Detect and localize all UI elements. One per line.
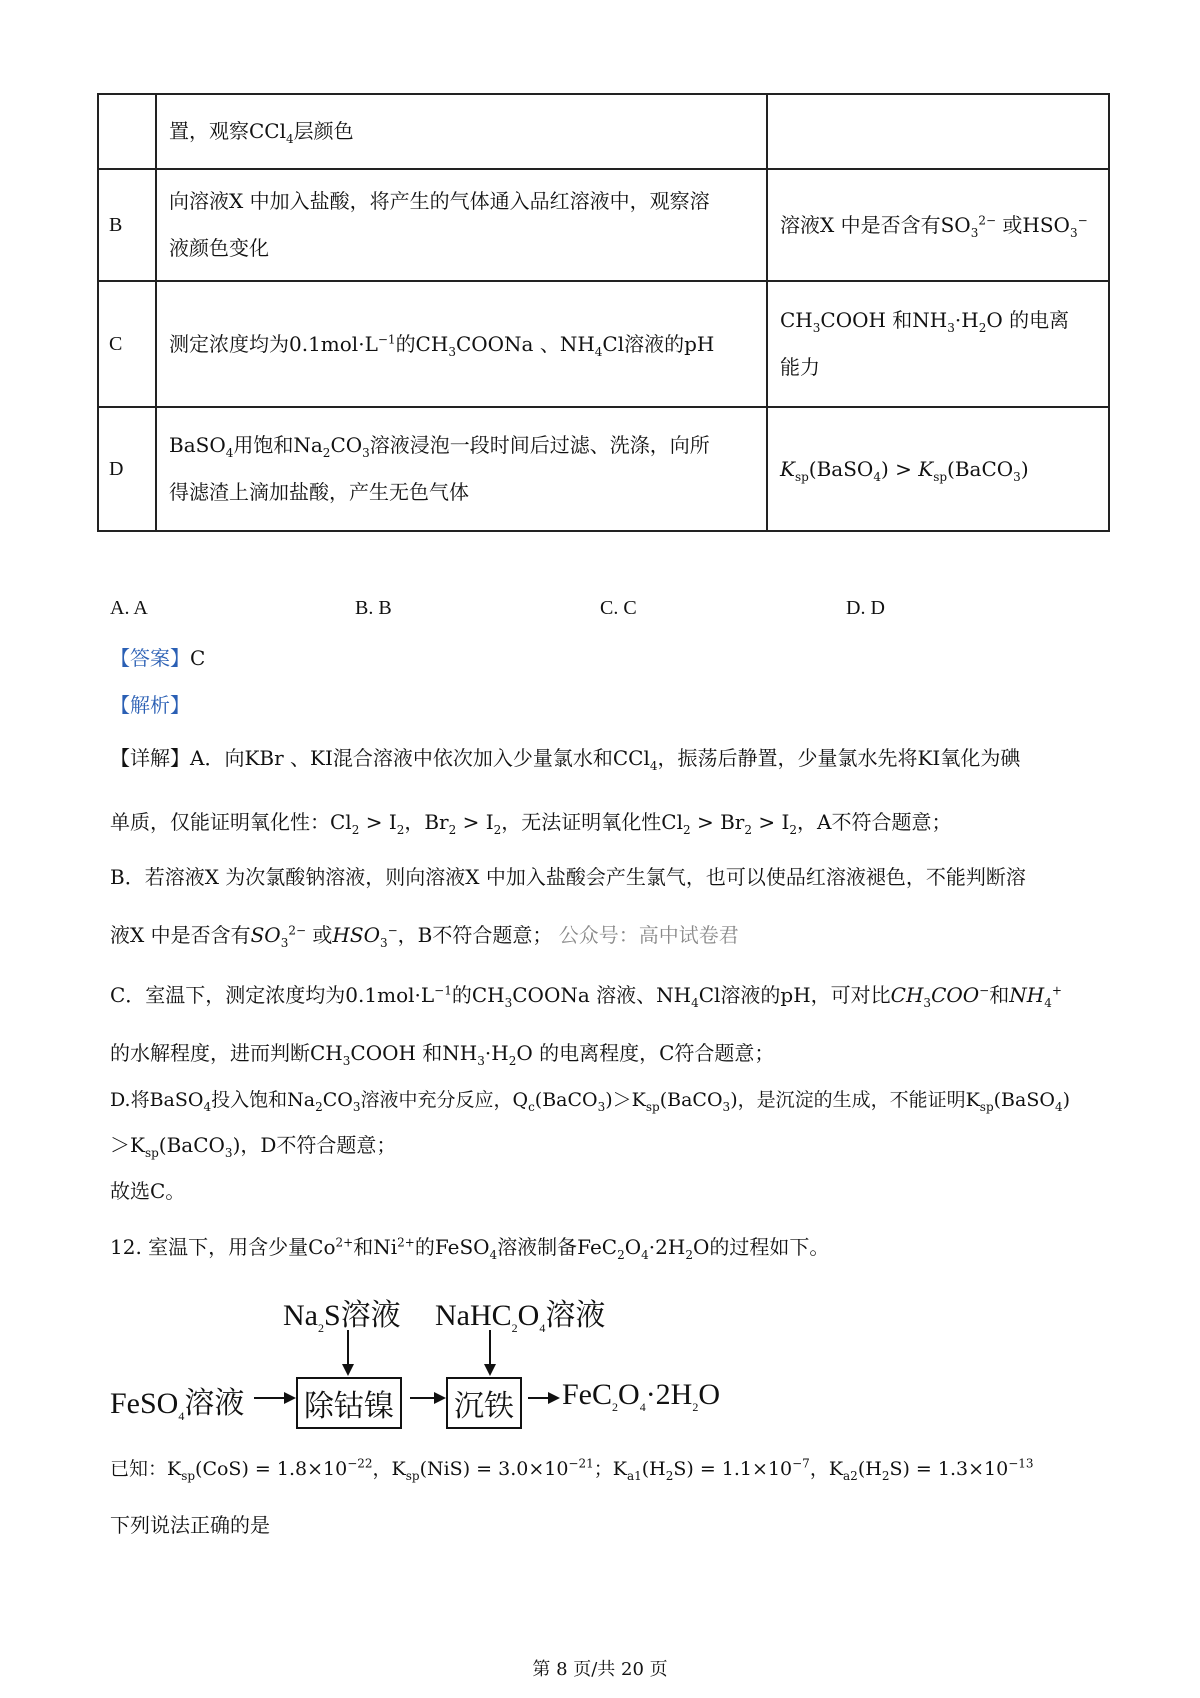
question12-prompt: 下列说法正确的是 (110, 1513, 270, 1537)
detail-b-line1: B．若溶液X 为次氯酸钠溶液，则向溶液X 中加入盐酸会产生氯气，也可以使品红溶液褪色，不能判断溶 (110, 865, 1026, 889)
detail-b-line2: 液X 中是否含有$SO_3^{2-}$ 或$HSO_3^-$，B不符合题意； 公众号：高中试卷君 (110, 923, 739, 950)
operation-cell: 测定浓度均为$0.1mol\cdot L^{-1}$的$CH_3COONa$ 、$NH_4Cl$溶液的pH (156, 281, 767, 407)
purpose-cell: 溶液X 中是否含有$SO_3^{2-}$ 或$HSO_3^-$ (767, 169, 1109, 281)
question-table (97, 93, 1110, 532)
answer-value: C (190, 646, 206, 670)
row-label (98, 94, 156, 169)
row-label: D (98, 407, 156, 531)
option-b: B. B (355, 597, 392, 619)
reagent-na2s: $Na_2S$溶液 (283, 1299, 401, 1335)
purpose-cell (767, 94, 1109, 169)
answer-tag: 【答案】 (110, 646, 190, 670)
flow-step-remove-co-ni: 除钴镍 (296, 1377, 402, 1429)
detail-a-line1: 【详解】A．向KBr 、KI混合溶液中依次加入少量氯水和CCl$_4$，振荡后静置，少量氯水先将KI氧化为碘 (110, 746, 1021, 773)
flow-start: FeSO$_4$溶液 (110, 1387, 245, 1423)
option-a: A. A (110, 597, 148, 619)
table-row (98, 407, 1109, 531)
answer-line (110, 643, 205, 673)
conclusion: 故选C。 (110, 1179, 186, 1203)
detail-c-line2: 的水解程度，进而判断$CH_3COOH$ 和$NH_3\cdot H_2O$ 的电离程度，C符合题意； (110, 1041, 775, 1068)
operation-cell: BaSO$_4$用饱和$Na_2CO_3$溶液浸泡一段时间后过滤、洗涤，向所 得滤渣上滴加盐酸，产生无色气体 (156, 407, 767, 531)
known-constants: 已知：$K_{sp}(CoS) = 1.8\times 10^{-22}$，$K_{sp}(NiS) = 3.0\times 10^{-21}$；$K_{a1}(H_2S) = 1.1\times 10^{-7}$，$K_{a2}(H_2S) = 1.3\times 10^{-13}$ (110, 1456, 1034, 1483)
option-c: C. C (600, 597, 637, 619)
detail-d-line2: $>K_{sp}(BaCO_3)$，D不符合题意； (110, 1133, 397, 1160)
table-row (98, 169, 1109, 281)
flow-product: $FeC_2O_4\cdot 2H_2O$ (562, 1378, 721, 1414)
operation-cell: 向溶液X 中加入盐酸，将产生的气体通入品红溶液中，观察溶 液颜色变化 (156, 169, 767, 281)
purpose-cell: $K_{sp}(BaSO_4)$ > $K_{sp}(BaCO_3)$ (767, 407, 1109, 531)
option-d: D. D (846, 597, 885, 619)
purpose-cell: $CH_3COOH$ 和$NH_3\cdot H_2O$ 的电离 能力 (767, 281, 1109, 407)
detail-c-line1: C．室温下，测定浓度均为$0.1mol\cdot L^{-1}$的$CH_3COONa$ 溶液、$NH_4Cl$溶液的pH，可对比$CH_3COO^-$和$NH_4^+$ (110, 983, 1062, 1010)
question12-stem: 12. 室温下，用含少量$Co^{2+}$和$Ni^{2+}$的FeSO$_4$溶液制备$FeC_2O_4\cdot 2H_2O$的过程如下。 (110, 1235, 830, 1262)
page-footer: 第 8 页/共 20 页 (532, 1659, 668, 1680)
reagent-nahc2o4: $NaHC_2O_4$溶液 (435, 1299, 606, 1335)
operation-cell: 置，观察CCl$_4$层颜色 (156, 94, 767, 169)
table-row (98, 281, 1109, 407)
analysis-tag: 【解析】 (110, 693, 190, 717)
watermark: 公众号：高中试卷君 (558, 923, 739, 947)
table-row (98, 94, 1109, 169)
row-label: C (98, 281, 156, 407)
detail-d-line1: D.将BaSO$_4$投入饱和$Na_2CO_3$溶液中充分反应，$Q_c(BaCO_3)>K_{sp}(BaCO_3)$，是沉淀的生成，不能证明$K_{sp}(BaSO_4)$ (110, 1089, 1070, 1114)
detail-a-line2: 单质，仅能证明氧化性：$Cl_2 > I_2$，$Br_2 > I_2$，无法证明氧化性$Cl_2 > Br_2 > I_2$，A不符合题意； (110, 810, 952, 837)
row-label: B (98, 169, 156, 281)
flow-step-precipitate-iron: 沉铁 (446, 1377, 522, 1429)
